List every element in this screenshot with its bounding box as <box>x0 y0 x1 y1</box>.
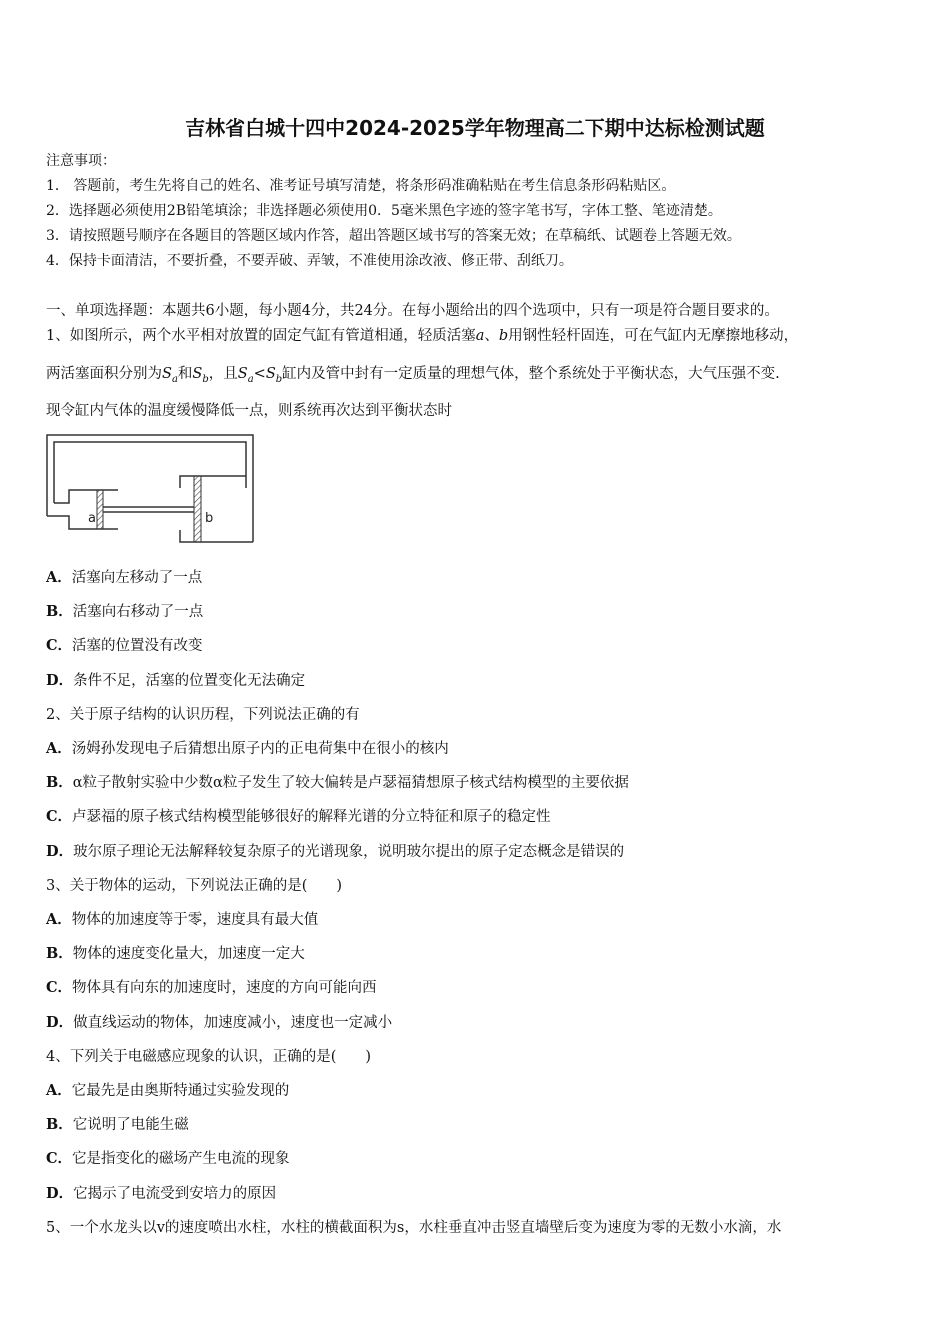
notice-item-4: 4．保持卡面清洁，不要折叠，不要弄破、弄皱，不准使用涂改液、修正带、刮纸刀。 <box>46 253 573 269</box>
q3-stem: 3、关于物体的运动，下列说法正确的是( ) <box>46 878 343 894</box>
q2-option-b: B．α粒子散射实验中少数α粒子发生了较大偏转是卢瑟福猜想原子核式结构模型的主要依据 <box>46 774 629 791</box>
q1-option-d: D．条件不足，活塞的位置变化无法确定 <box>46 672 306 689</box>
q2-option-a: A．汤姆孙发现电子后猜想出原子内的正电荷集中在很小的核内 <box>46 740 449 757</box>
cylinder-diagram <box>44 432 258 550</box>
label-b: b <box>205 511 214 526</box>
notice-heading: 注意事项： <box>46 153 116 169</box>
piston-b <box>194 476 201 542</box>
q2-option-d: D．玻尔原子理论无法解释较复杂原子的光谱现象，说明玻尔提出的原子定态概念是错误的 <box>46 843 625 860</box>
q4-option-c: C．它是指变化的磁场产生电流的现象 <box>46 1150 290 1167</box>
q3-option-b: B．物体的速度变化量大，加速度一定大 <box>46 945 305 962</box>
q4-option-b: B．它说明了电能生磁 <box>46 1116 189 1133</box>
q1-stem-line2: 两活塞面积分别为$S_a$和$S_b$，且$S_a<S_b$缸内及管中封有一定质量的理想气体，整个系统处于平衡状态，大气压强不变. <box>46 366 780 385</box>
q1-stem-line1: 1、如图所示，两个水平相对放置的固定气缸有管道相通，轻质活塞a、b用钢性轻杆固连，可在气缸内无摩擦地移动， <box>46 328 799 344</box>
q4-stem: 4、下列关于电磁感应现象的认识，正确的是( ) <box>46 1049 372 1065</box>
q3-option-a: A．物体的加速度等于零，速度具有最大值 <box>46 911 319 928</box>
label-a: a <box>88 511 96 526</box>
q5-stem: 5、一个水龙头以v的速度喷出水柱，水柱的横截面积为s，水柱垂直冲击竖直墙壁后变为速度为零的无数小水滴，水 <box>46 1220 782 1236</box>
q1-option-a: A．活塞向左移动了一点 <box>46 569 203 586</box>
q1-stem-line3: 现令缸内气体的温度缓慢降低一点，则系统再次达到平衡状态时 <box>46 403 452 419</box>
q2-option-c: C．卢瑟福的原子核式结构模型能够很好的解释光谱的分立特征和原子的稳定性 <box>46 808 551 825</box>
notice-item-1: 1． 答题前，考生先将自己的姓名、准考证号填写清楚，将条形码准确粘贴在考生信息条形码粘贴区。 <box>46 178 676 194</box>
q3-option-d: D．做直线运动的物体，加速度减小，速度也一定减小 <box>46 1014 393 1031</box>
q2-stem: 2、关于原子结构的认识历程，下列说法正确的有 <box>46 707 360 723</box>
notice-item-2: 2．选择题必须使用2B铅笔填涂；非选择题必须使用0．5毫米黑色字迹的签字笔书写，字体工整、笔迹清楚。 <box>46 203 722 219</box>
q1-option-c: C．活塞的位置没有改变 <box>46 637 203 654</box>
piston-a <box>97 490 103 529</box>
q3-option-c: C．物体具有向东的加速度时，速度的方向可能向西 <box>46 979 377 996</box>
q4-option-a: A．它最先是由奥斯特通过实验发现的 <box>46 1082 290 1099</box>
q1-option-b: B．活塞向右移动了一点 <box>46 603 204 620</box>
q4-option-d: D．它揭示了电流受到安培力的原因 <box>46 1185 277 1202</box>
section-heading: 一、单项选择题：本题共6小题，每小题4分，共24分。在每小题给出的四个选项中，只有一项是符合题目要求的。 <box>46 303 779 319</box>
notice-item-3: 3．请按照题号顺序在各题目的答题区域内作答，超出答题区域书写的答案无效；在草稿纸、试题卷上答题无效。 <box>46 228 741 244</box>
page-title: 吉林省白城十四中2024-2025学年物理高二下期中达标检测试题 <box>185 116 765 140</box>
